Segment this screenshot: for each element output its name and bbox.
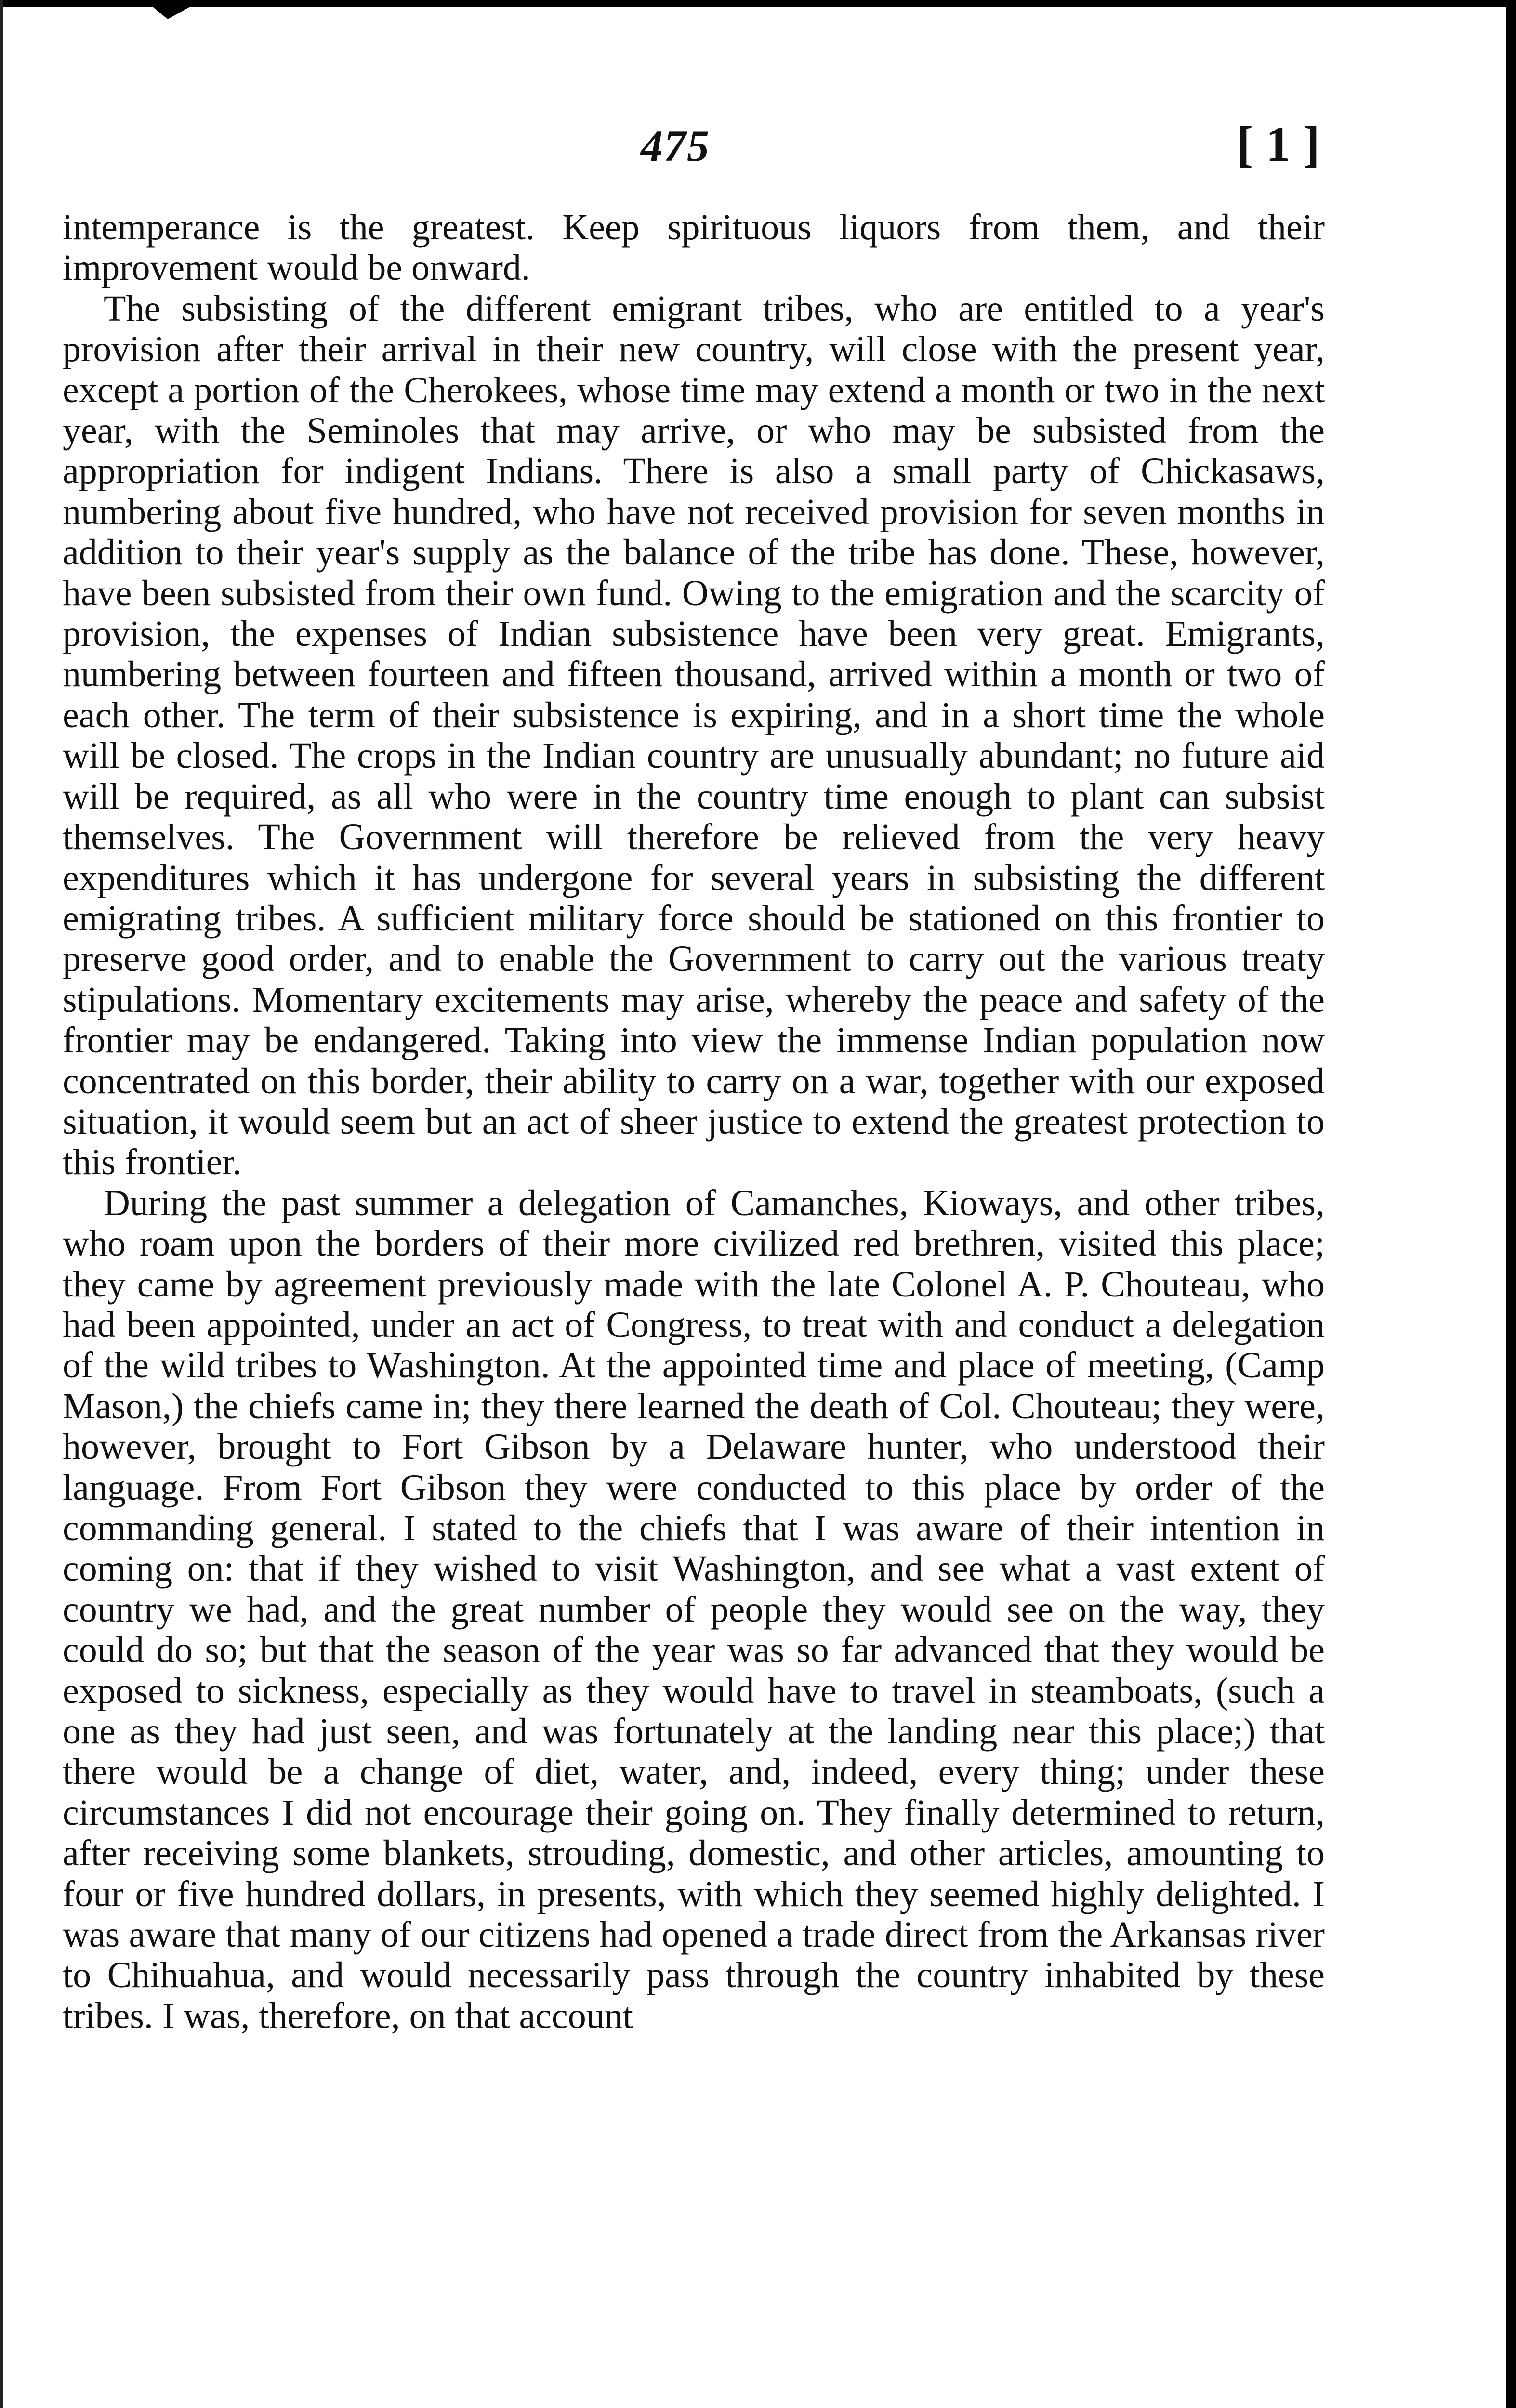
- page-header: [63, 111, 1325, 207]
- scan-edge-top: [0, 0, 1516, 7]
- document-number: [ 1 ]: [1236, 117, 1320, 172]
- scan-edge-left: [0, 0, 3, 2408]
- scan-edge-right: [1506, 0, 1516, 2408]
- page-number: 475: [641, 121, 710, 170]
- paragraph-2: The subsisting of the different emigrant tribes, who are entitled to a year's provision after their arrival in their new country, will close with the present year, except a portion of the Cherokees, whose time may extend a month or two in the next year, with the Seminoles that may arrive, or who may be subsisted from the appropriation for indigent Indians. There is also a small party of Chickasaws, numbering about five hundred, who have not received provision for seven months in addition to their year's supply as the balance of the tribe has done. These, however, have been subsisted from their own fund. Owing to the emigration and the scarcity of provision, the expenses of Indian subsistence have been very great. Emigrants, numbering between fourteen and fifteen thousand, arrived within a month or two of each other. The term of their subsistence is expiring, and in a short time the whole will be closed. The crops in the Indian country are unusually abundant; no future aid will be required, as all who were in the country time enough to plant can subsist themselves. The Government will therefore be relieved from the very heavy expenditures which it has undergone for several years in subsisting the different emigrating tribes. A sufficient military force should be stationed on this frontier to preserve good order, and to enable the Government to carry out the various treaty stipulations. Momentary excitements may arise, whereby the peace and safety of the frontier may be endangered. Taking into view the immense Indian population now concentrated on this border, their ability to carry on a war, together with our exposed situation, it would seem but an act of sheer justice to extend the greatest protection to this frontier.: [63, 288, 1325, 1183]
- scan-edge-notch: [145, 0, 202, 19]
- paragraph-1: intemperance is the greatest. Keep spirituous liquors from them, and their improvement would be onward.: [63, 207, 1325, 288]
- document-page: [63, 111, 1325, 2036]
- body-text: [63, 207, 1325, 2036]
- paragraph-3: During the past summer a delegation of Camanches, Kioways, and other tribes, who roam upon the borders of their more civilized red brethren, visited this place; they came by agreement previously made with the late Colonel A. P. Chouteau, who had been appointed, under an act of Congress, to treat with and conduct a delegation of the wild tribes to Washington. At the appointed time and place of meeting, (Camp Mason,) the chiefs came in; they there learned the death of Col. Chouteau; they were, however, brought to Fort Gibson by a Delaware hunter, who understood their language. From Fort Gibson they were conducted to this place by order of the commanding general. I stated to the chiefs that I was aware of their intention in coming on: that if they wished to visit Washington, and see what a vast extent of country we had, and the great number of people they would see on the way, they could do so; but that the season of the year was so far advanced that they would be exposed to sickness, especially as they would have to travel in steamboats, (such a one as they had just seen, and was fortunately at the landing near this place;) that there would be a change of diet, water, and, indeed, every thing; under these circumstances I did not encourage their going on. They finally determined to return, after receiving some blankets, strouding, domestic, and other articles, amounting to four or five hundred dollars, in presents, with which they seemed highly delighted. I was aware that many of our citizens had opened a trade direct from the Arkansas river to Chihuahua, and would necessarily pass through the country inhabited by these tribes. I was, therefore, on that account: [63, 1182, 1325, 2036]
